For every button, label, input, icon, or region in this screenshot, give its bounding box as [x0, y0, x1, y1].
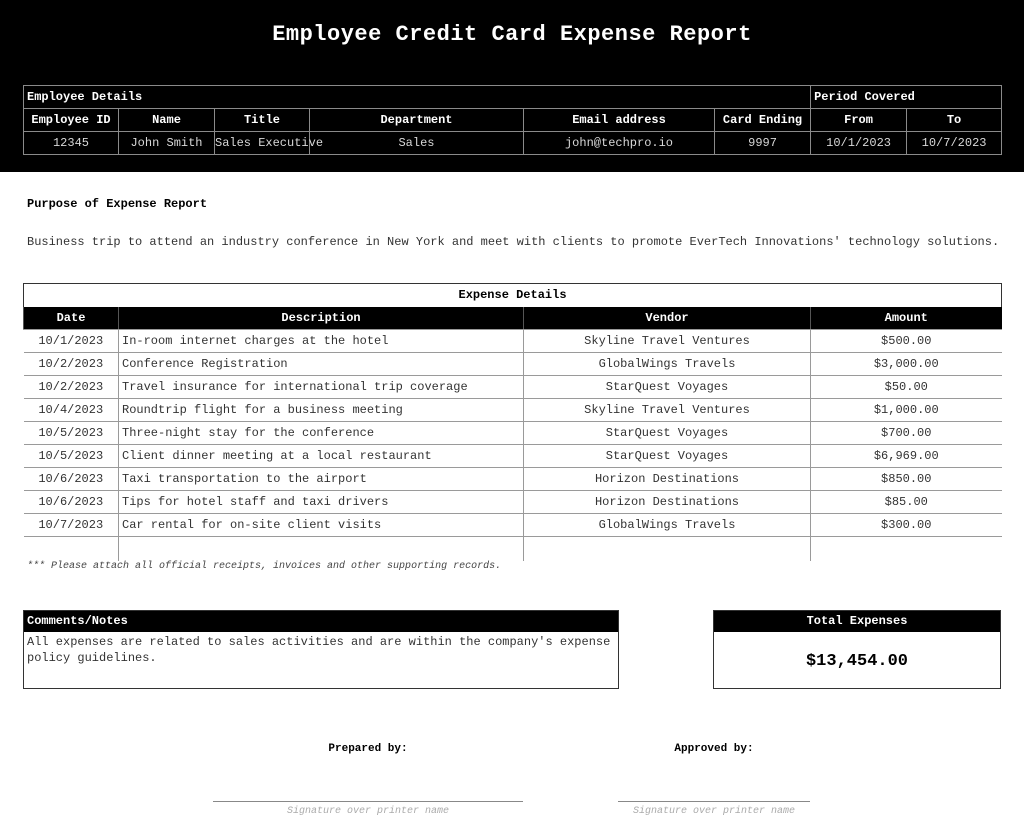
period-covered-label: Period Covered — [811, 86, 1002, 109]
employee-details-label: Employee Details — [24, 86, 811, 109]
comments-label: Comments/Notes — [24, 611, 618, 632]
expense-row — [24, 330, 1002, 353]
col-header-card-ending: Card Ending — [715, 109, 811, 132]
col-header-name: Name — [119, 109, 215, 132]
empty-cell — [24, 537, 119, 561]
expense-date: 10/4/2023 — [24, 399, 119, 422]
expense-date: 10/6/2023 — [24, 468, 119, 491]
expense-description: Roundtrip flight for a business meeting — [119, 399, 524, 422]
period-to-value: 10/7/2023 — [907, 132, 1002, 155]
col-header-amount: Amount — [811, 307, 1002, 330]
total-expenses-amount: $13,454.00 — [805, 652, 909, 671]
col-header-to: To — [907, 109, 1002, 132]
expense-amount: $3,000.00 — [811, 353, 1002, 376]
expense-description: Client dinner meeting at a local restaurant — [119, 445, 524, 468]
period-from-value: 10/1/2023 — [811, 132, 907, 155]
expense-row — [24, 422, 1002, 445]
expense-date: 10/2/2023 — [24, 376, 119, 399]
col-header-from: From — [811, 109, 907, 132]
approved-signature-line — [618, 801, 810, 802]
col-header-department: Department — [310, 109, 524, 132]
expense-vendor: StarQuest Voyages — [524, 376, 811, 399]
expense-amount: $1,000.00 — [811, 399, 1002, 422]
expense-vendor: GlobalWings Travels — [524, 514, 811, 537]
prepared-signature-caption: Signature over printer name — [286, 806, 450, 817]
expense-amount: $50.00 — [811, 376, 1002, 399]
prepared-by-label: Prepared by: — [328, 743, 408, 755]
expense-row — [24, 468, 1002, 491]
expense-date: 10/6/2023 — [24, 491, 119, 514]
expense-vendor: StarQuest Voyages — [524, 445, 811, 468]
col-header-date: Date — [24, 307, 119, 330]
expense-date: 10/5/2023 — [24, 422, 119, 445]
expense-amount: $850.00 — [811, 468, 1002, 491]
employee-email-value: john@techpro.io — [524, 132, 715, 155]
expense-date: 10/7/2023 — [24, 514, 119, 537]
col-header-description: Description — [119, 307, 524, 330]
col-header-title: Title — [215, 109, 310, 132]
expense-row — [24, 491, 1002, 514]
expense-description: Travel insurance for international trip coverage — [119, 376, 524, 399]
expense-details-title: Expense Details — [24, 284, 1002, 307]
expense-description: Three-night stay for the conference — [119, 422, 524, 445]
col-header-vendor: Vendor — [524, 307, 811, 330]
employee-id-value: 12345 — [24, 132, 119, 155]
total-expenses-box — [713, 610, 1001, 689]
expense-vendor: Skyline Travel Ventures — [524, 399, 811, 422]
expense-description: Car rental for on-site client visits — [119, 514, 524, 537]
purpose-title: Purpose of Expense Report — [27, 197, 208, 211]
expense-date: 10/5/2023 — [24, 445, 119, 468]
report-title: Employee Credit Card Expense Report — [272, 22, 752, 47]
comments-box — [23, 610, 619, 689]
expense-amount: $85.00 — [811, 491, 1002, 514]
empty-cell — [119, 537, 524, 561]
card-ending-value: 9997 — [715, 132, 811, 155]
employee-name-value: John Smith — [119, 132, 215, 155]
empty-cell — [811, 537, 1002, 561]
expense-details-table — [23, 283, 1002, 561]
expense-vendor: Skyline Travel Ventures — [524, 330, 811, 353]
expense-row — [24, 353, 1002, 376]
expense-vendor: Horizon Destinations — [524, 491, 811, 514]
expense-vendor: StarQuest Voyages — [524, 422, 811, 445]
expense-vendor: GlobalWings Travels — [524, 353, 811, 376]
expense-row — [24, 445, 1002, 468]
expense-date: 10/1/2023 — [24, 330, 119, 353]
expense-row — [24, 514, 1002, 537]
purpose-text: Business trip to attend an industry conference in New York and meet with clients to promote EverTech Innovations' technology solutions. — [27, 235, 1000, 249]
approved-signature-caption: Signature over printer name — [632, 806, 796, 817]
empty-expense-row — [24, 537, 1002, 561]
expense-row — [24, 399, 1002, 422]
expense-description: Taxi transportation to the airport — [119, 468, 524, 491]
expense-amount: $500.00 — [811, 330, 1002, 353]
approved-by-label: Approved by: — [674, 743, 754, 755]
expense-description: In-room internet charges at the hotel — [119, 330, 524, 353]
expense-row — [24, 376, 1002, 399]
expense-amount: $6,969.00 — [811, 445, 1002, 468]
employee-department-value: Sales — [310, 132, 524, 155]
col-header-employee-id: Employee ID — [24, 109, 119, 132]
employee-title-value: Sales Executive — [215, 132, 310, 155]
expense-description: Tips for hotel staff and taxi drivers — [119, 491, 524, 514]
comments-text: All expenses are related to sales activities and are within the company's expense policy guidelines. — [27, 635, 611, 665]
expense-date: 10/2/2023 — [24, 353, 119, 376]
empty-cell — [524, 537, 811, 561]
employee-details-table — [23, 85, 1002, 155]
receipts-footnote: *** Please attach all official receipts, invoices and other supporting records. — [27, 561, 502, 572]
col-header-email: Email address — [524, 109, 715, 132]
prepared-signature-line — [213, 801, 523, 802]
expense-amount: $700.00 — [811, 422, 1002, 445]
expense-description: Conference Registration — [119, 353, 524, 376]
total-expenses-label: Total Expenses — [714, 611, 1000, 632]
expense-amount: $300.00 — [811, 514, 1002, 537]
expense-vendor: Horizon Destinations — [524, 468, 811, 491]
